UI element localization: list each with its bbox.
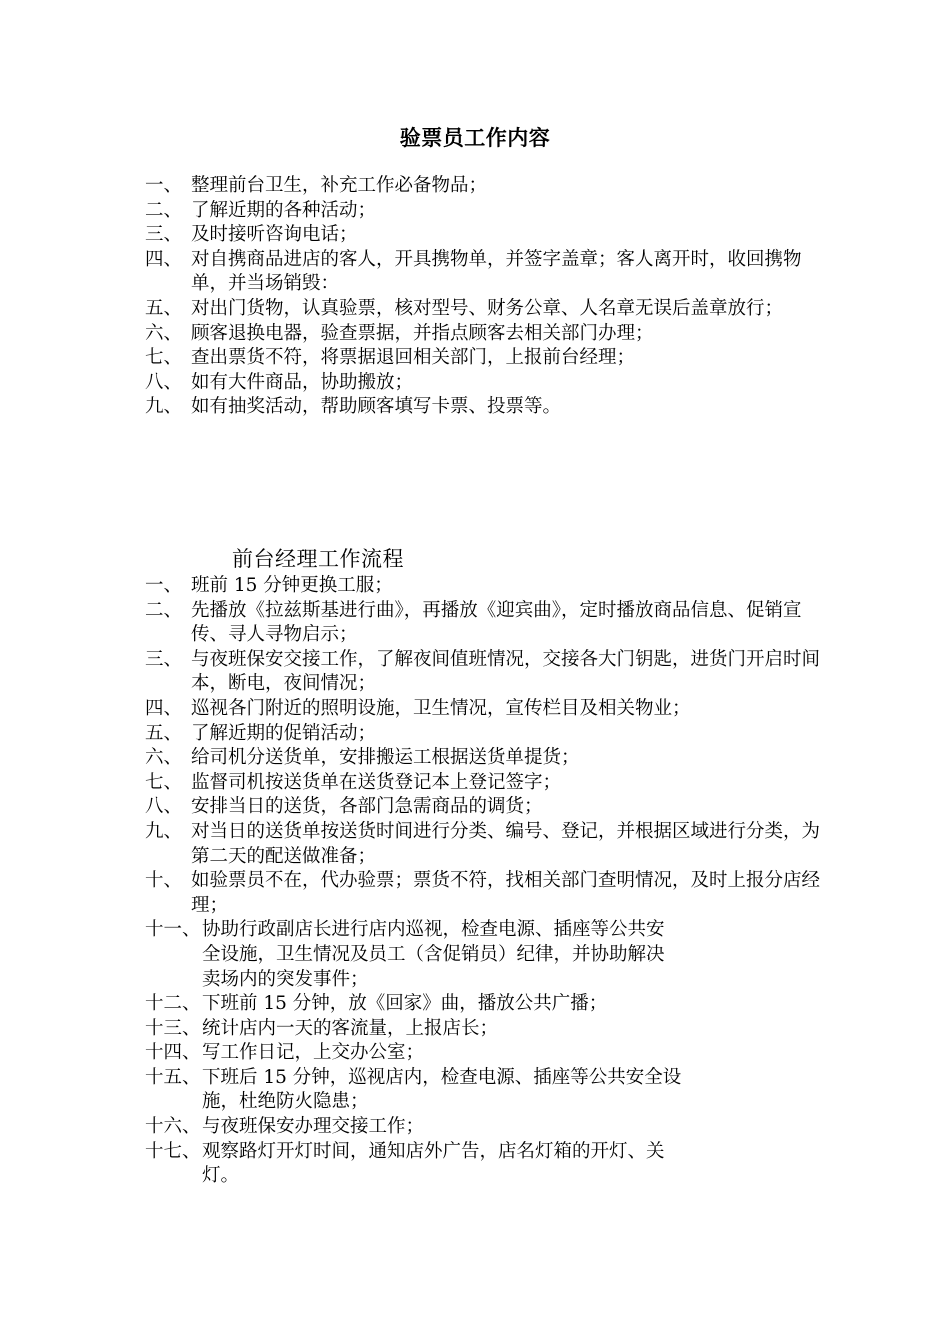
list-item [145, 1017, 831, 1042]
item-text: 顾客退换电器，验查票据，并指点顾客去相关部门办理； [191, 322, 654, 344]
item-number: 五、 [145, 297, 183, 319]
item-number: 七、 [145, 347, 183, 369]
item-text: 与夜班保安办理交接工作； [202, 1116, 425, 1138]
list-item [145, 395, 821, 420]
item-text: 协助行政副店长进行店内巡视，检查电源、插座等公共安全设施，卫生情况及员工（含促销员）纪律，并协助解决卖场内的突发事件； [202, 919, 665, 990]
item-text: 写工作日记，上交办公室； [202, 1042, 425, 1064]
item-number: 十五、 [145, 1066, 201, 1088]
item-number: 六、 [145, 322, 183, 344]
list-item [145, 795, 831, 820]
item-text: 了解近期的各种活动； [191, 199, 377, 221]
item-number: 十、 [145, 870, 183, 892]
list-item [145, 1140, 831, 1189]
item-text: 与夜班保安交接工作，了解夜间值班情况，交接各大门钥匙，进货门开启时间本，断电，夜间情况； [191, 648, 821, 695]
list-item [145, 722, 831, 747]
item-text: 如有大件商品，协助搬放； [191, 371, 414, 393]
item-number: 十一、 [145, 919, 201, 941]
item-number: 十六、 [145, 1116, 201, 1138]
item-number: 十四、 [145, 1042, 201, 1064]
list-item [145, 918, 831, 992]
item-text: 对出门货物，认真验票，核对型号、财务公章、人名章无误后盖章放行； [191, 297, 784, 319]
item-text: 巡视各门附近的照明设施，卫生情况，宣传栏目及相关物业； [191, 697, 691, 719]
item-text: 观察路灯开灯时间，通知店外广告，店名灯箱的开灯、关灯。 [202, 1140, 665, 1187]
list-item [145, 648, 831, 697]
item-number: 一、 [145, 175, 183, 196]
item-number: 二、 [145, 599, 183, 621]
item-number: 三、 [145, 648, 183, 670]
list-item [145, 297, 821, 322]
item-number: 九、 [145, 396, 183, 418]
list-item [145, 223, 821, 248]
item-text: 监督司机按送货单在送货登记本上登记签字； [191, 771, 562, 793]
item-number: 十七、 [145, 1140, 201, 1162]
list-item [145, 1066, 831, 1115]
list-item [145, 771, 831, 796]
section-title-front-desk-manager: 前台经理工作流程 [232, 547, 404, 571]
item-text: 对自携商品进店的客人，开具携物单，并签字盖章；客人离开时，收回携物单，并当场销毁： [191, 248, 802, 295]
item-text: 对当日的送货单按送货时间进行分类、编号、登记，并根据区域进行分类，为第二天的配送做准备； [191, 820, 821, 867]
list-item [145, 820, 831, 869]
list-item [145, 346, 821, 371]
item-text: 了解近期的促销活动； [191, 722, 377, 744]
list-item [145, 992, 831, 1017]
item-text: 下班后 15 分钟，巡视店内，检查电源、插座等公共安全设施，杜绝防火隐患； [202, 1066, 682, 1113]
item-number: 十二、 [145, 993, 201, 1015]
list-item [145, 746, 831, 771]
item-number: 七、 [145, 771, 183, 793]
list-item [145, 199, 821, 224]
item-number: 八、 [145, 796, 183, 818]
item-text: 先播放《拉兹斯基进行曲》，再播放《迎宾曲》，定时播放商品信息、促销宣传、寻人寻物启示； [191, 599, 802, 646]
item-text: 查出票货不符，将票据退回相关部门，上报前台经理； [191, 347, 636, 369]
item-text: 下班前 15 分钟，放《回家》曲，播放公共广播； [202, 993, 608, 1015]
item-number: 二、 [145, 199, 183, 221]
section-title-ticket-checker: 验票员工作内容 [399, 126, 551, 150]
list-item [145, 174, 821, 199]
item-number: 三、 [145, 224, 183, 246]
list-item [145, 248, 821, 297]
list-item [145, 697, 831, 722]
list-item [145, 574, 831, 599]
list-item [145, 322, 821, 347]
ticket-checker-duties-list [145, 174, 821, 420]
item-number: 四、 [145, 697, 183, 719]
item-text: 如验票员不在，代办验票；票货不符，找相关部门查明情况，及时上报分店经理； [191, 870, 821, 916]
list-item [145, 1115, 831, 1140]
item-number: 十三、 [145, 1017, 201, 1039]
list-item [145, 869, 831, 918]
item-text: 班前 15 分钟更换工服； [191, 575, 393, 596]
item-number: 八、 [145, 371, 183, 393]
item-number: 九、 [145, 820, 183, 842]
item-text: 如有抽奖活动，帮助顾客填写卡票、投票等。 [191, 396, 562, 418]
item-text: 整理前台卫生，补充工作必备物品； [191, 175, 488, 196]
item-text: 安排当日的送货，各部门急需商品的调货； [191, 796, 543, 818]
list-item [145, 371, 821, 396]
item-text: 及时接听咨询电话； [191, 224, 358, 246]
front-desk-manager-workflow-list [145, 574, 831, 1189]
item-number: 五、 [145, 722, 183, 744]
item-number: 四、 [145, 248, 183, 270]
list-item [145, 599, 831, 648]
item-number: 六、 [145, 747, 183, 769]
item-text: 给司机分送货单，安排搬运工根据送货单提货； [191, 747, 580, 769]
item-number: 一、 [145, 575, 183, 596]
list-item [145, 1041, 831, 1066]
item-text: 统计店内一天的客流量，上报店长； [202, 1017, 499, 1039]
